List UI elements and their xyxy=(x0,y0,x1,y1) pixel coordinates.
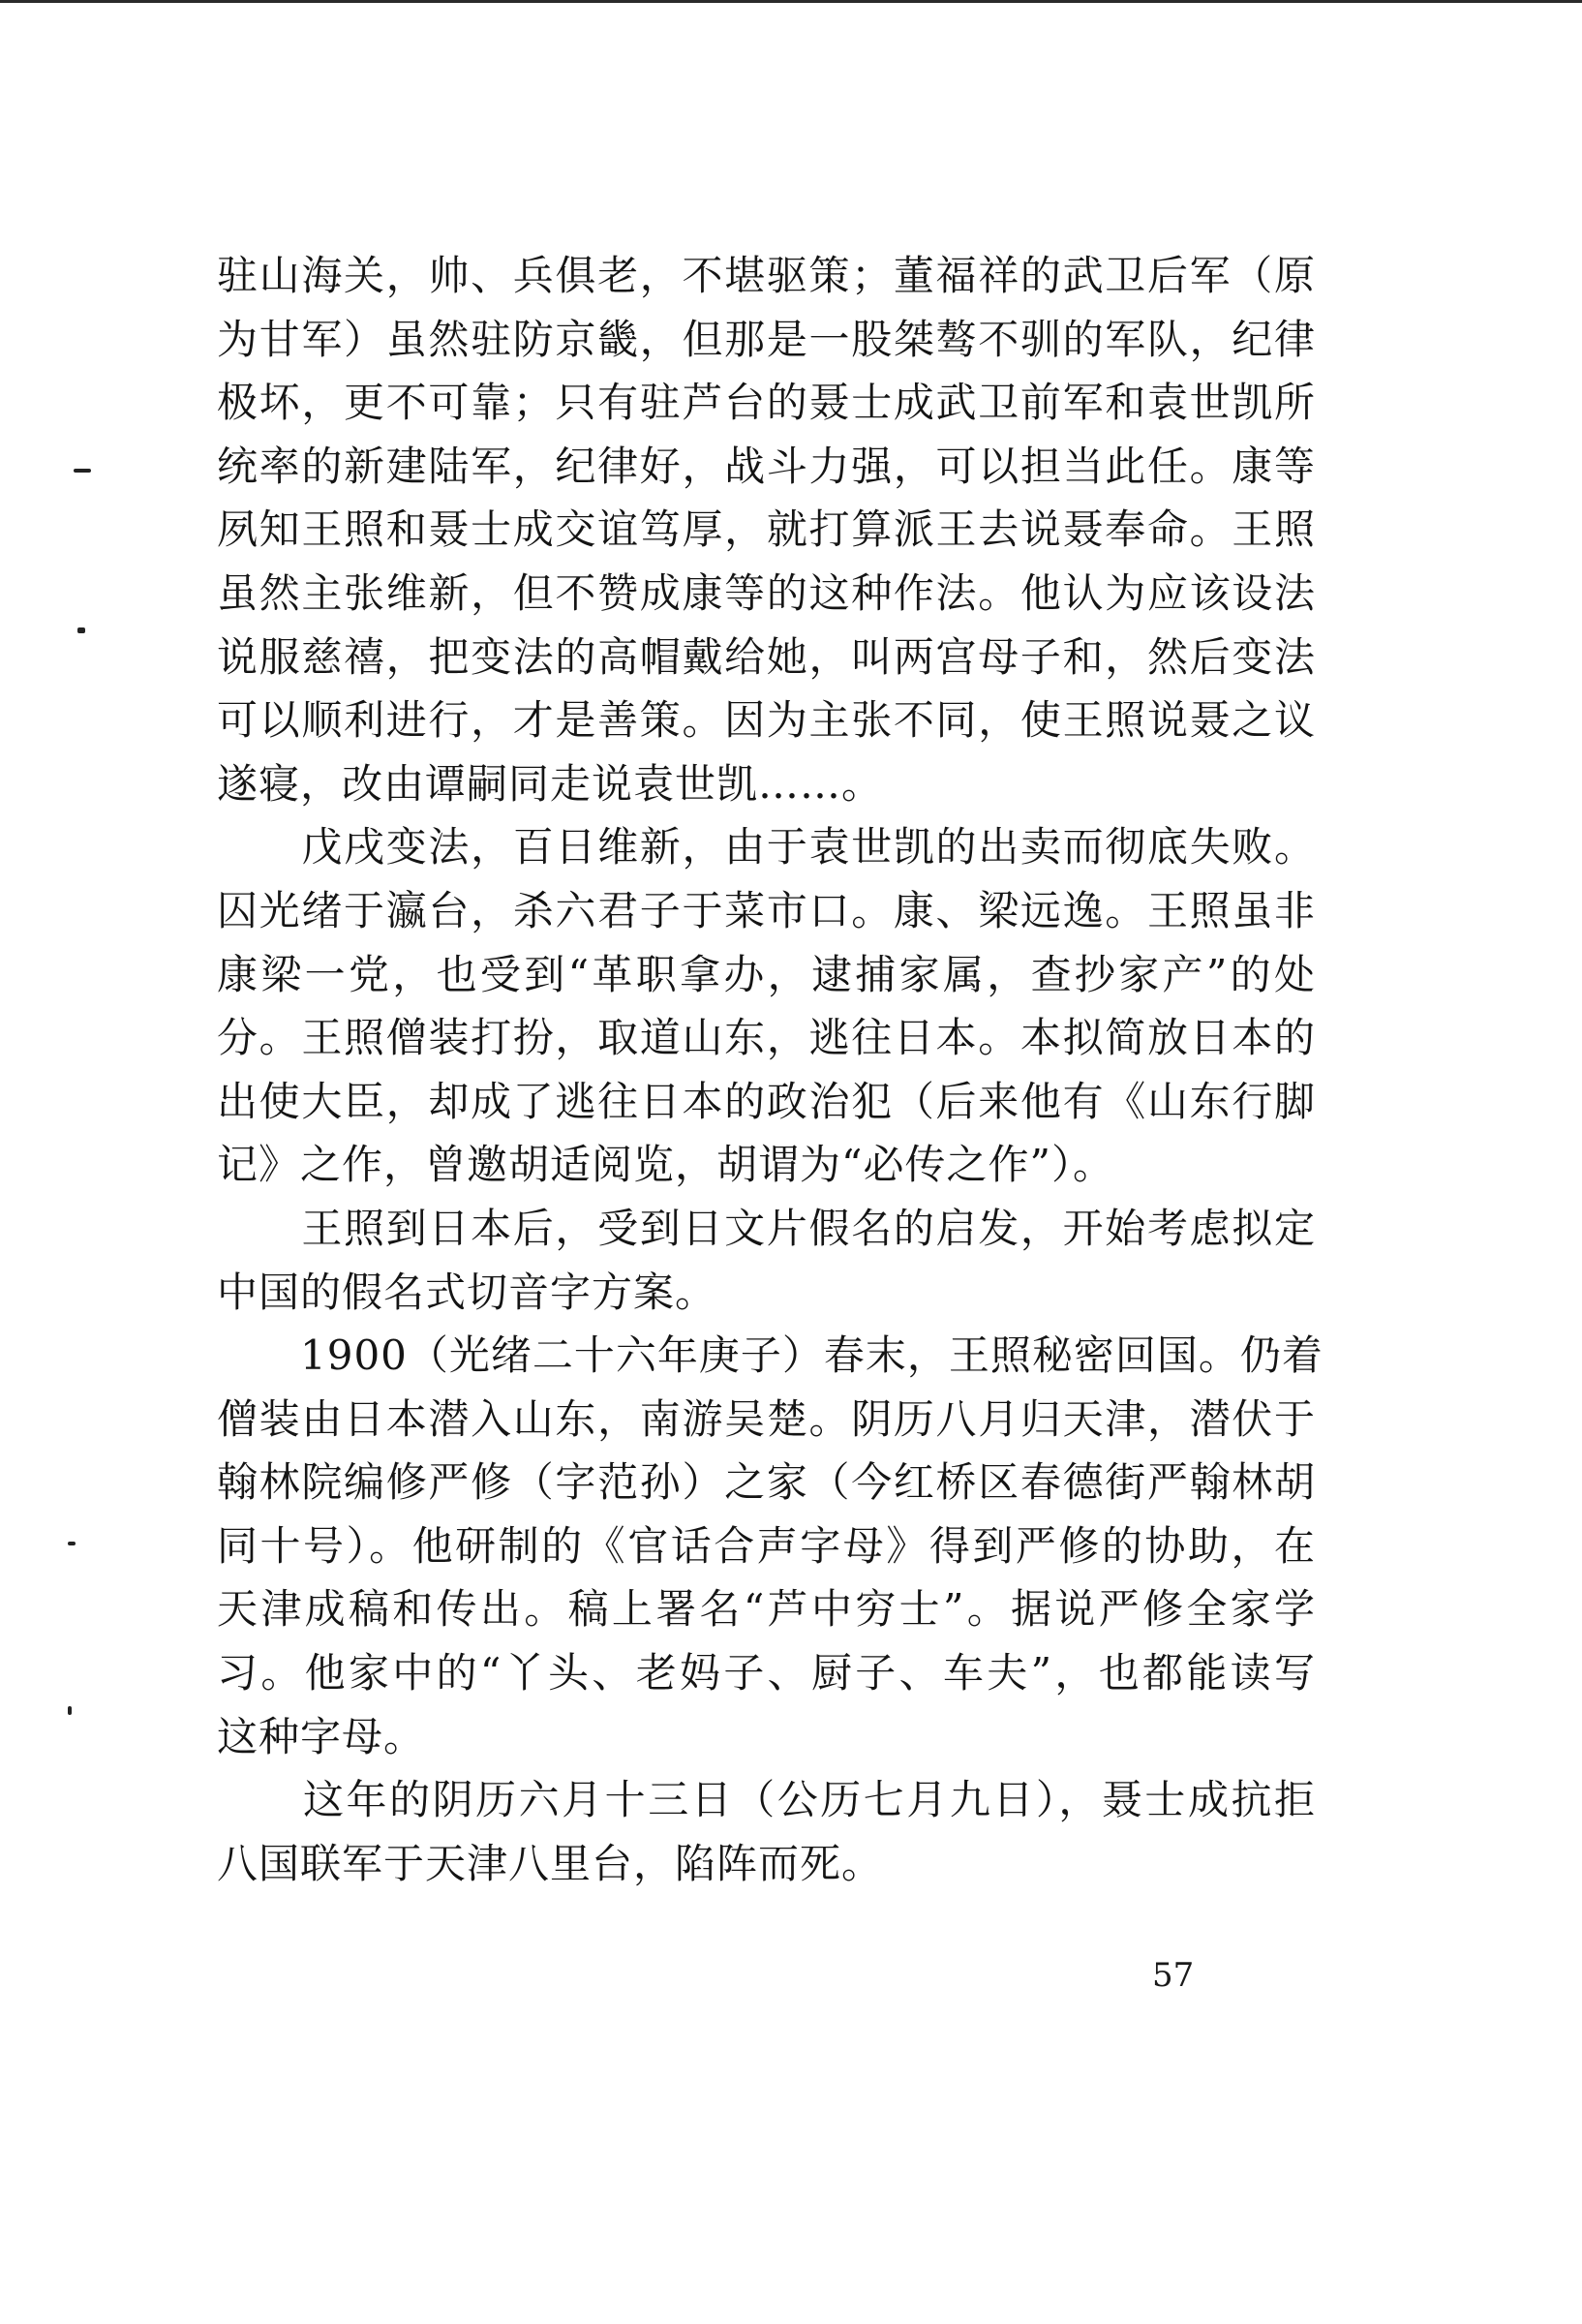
top-border xyxy=(0,0,1582,3)
text-line: 遂寝，改由谭嗣同走说袁世凯……。 xyxy=(217,759,884,808)
scan-mark xyxy=(77,627,85,633)
scan-mark xyxy=(68,1706,72,1715)
text-line: 戊戌变法，百日维新，由于袁世凯的出卖而彻底失败。 xyxy=(217,823,1316,872)
text-line: 极坏，更不可靠；只有驻芦台的聂士成武卫前军和袁世凯所 xyxy=(217,379,1316,427)
text-line: 康梁一党，也受到“革职拿办，逮捕家属，查抄家产”的处 xyxy=(217,950,1316,998)
page-body xyxy=(217,244,1323,1895)
text-line: 分。王照僧装打扮，取道山东，逃往日本。本拟简放日本的 xyxy=(217,1014,1316,1062)
scan-mark xyxy=(74,469,91,473)
page-number: 57 xyxy=(1152,1956,1195,1995)
text-line: 天津成稿和传出。稿上署名“芦中穷士”。据说严修全家学 xyxy=(217,1585,1316,1634)
text-line: 夙知王照和聂士成交谊笃厚，就打算派王去说聂奉命。王照 xyxy=(217,505,1316,554)
text-line: 为甘军）虽然驻防京畿，但那是一股桀骜不驯的军队，纪律 xyxy=(217,315,1316,363)
text-line: 同十号）。他研制的《官话合声字母》得到严修的协助，在 xyxy=(217,1521,1316,1570)
text-line: 习。他家中的“丫头、老妈子、厨子、车夫”，也都能读写 xyxy=(217,1649,1316,1697)
text-line: 虽然主张维新，但不赞成康等的这种作法。他认为应该设法 xyxy=(217,568,1316,617)
text-line: 记》之作，曾邀胡适阅览，胡谓为“必传之作”）。 xyxy=(217,1141,1114,1189)
text-line: 中国的假名式切音字方案。 xyxy=(217,1268,717,1316)
text-line: 这年的阴历六月十三日（公历七月九日），聂士成抗拒 xyxy=(217,1776,1316,1824)
text-line: 可以顺利进行，才是善策。因为主张不同，使王照说聂之议 xyxy=(217,696,1316,745)
text-line: 翰林院编修严修（字范孙）之家（今红桥区春德街严翰林胡 xyxy=(217,1458,1316,1507)
text-line: 这种字母。 xyxy=(217,1712,426,1760)
text-line: 僧装由日本潜入山东，南游吴楚。阴历八月归天津，潜伏于 xyxy=(217,1394,1316,1443)
text-line: 王照到日本后，受到日文片假名的启发，开始考虑拟定 xyxy=(217,1204,1316,1252)
text-line: 1900（光绪二十六年庚子）春末，王照秘密回国。仍着 xyxy=(217,1331,1323,1380)
text-line: 囚光绪于瀛台，杀六君子于菜市口。康、梁远逸。王照虽非 xyxy=(217,886,1316,934)
text-line: 八国联军于天津八里台，陷阵而死。 xyxy=(217,1839,884,1887)
scan-mark xyxy=(68,1542,76,1545)
text-line: 说服慈禧，把变法的高帽戴给她，叫两宫母子和，然后变法 xyxy=(217,632,1316,681)
text-line: 统率的新建陆军，纪律好，战斗力强，可以担当此任。康等 xyxy=(217,442,1316,490)
text-line: 出使大臣，却成了逃往日本的政治犯（后来他有《山东行脚 xyxy=(217,1077,1316,1125)
text-line: 驻山海关，帅、兵俱老，不堪驱策；董福祥的武卫后军（原 xyxy=(217,252,1316,299)
